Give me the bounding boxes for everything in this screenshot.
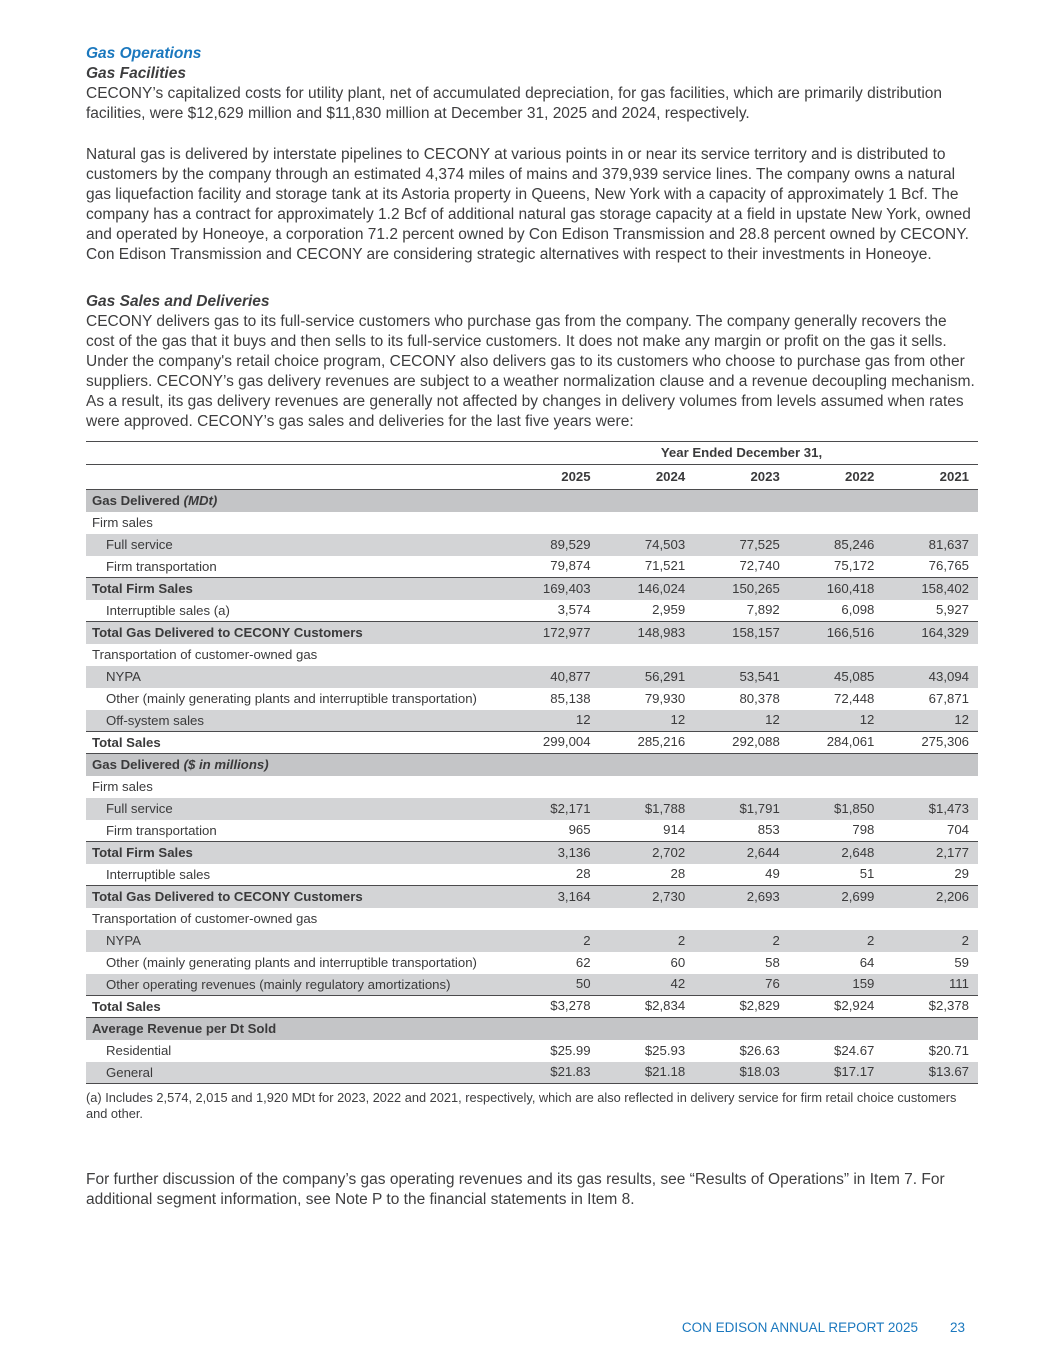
cell-value: 67,871 — [928, 690, 969, 706]
table-row-detail — [86, 556, 978, 578]
cell-value — [694, 490, 789, 512]
cell-value: $2,829 — [694, 996, 789, 1018]
row-label: Other operating revenues (mainly regulatory amortizations) — [106, 976, 451, 992]
cell-value: 12 — [859, 712, 875, 727]
cell-value: $21.83 — [550, 1064, 591, 1079]
cell-value: 285,216 — [600, 732, 695, 754]
cell-value — [883, 776, 978, 798]
cell-value: 2,206 — [883, 886, 978, 908]
row-label: Total Sales — [86, 996, 505, 1018]
paragraph-closing: For further discussion of the company’s gas operating revenues and its gas results, see “Results of Operations” in Item 7. For additional segment information, see Note P to the financial statements in Item 8. — [86, 1171, 945, 1208]
table-row-total — [86, 886, 978, 908]
cell-value: 12 — [954, 712, 969, 727]
row-label: Total Gas Delivered to CECONY Customers — [86, 886, 505, 908]
cell-value: $2,924 — [789, 996, 884, 1018]
cell-value: 2,644 — [694, 842, 789, 864]
cell-value: 169,403 — [505, 578, 600, 600]
cell-value: 6,098 — [841, 602, 875, 617]
cell-value — [600, 754, 695, 776]
cell-value: $2,834 — [600, 996, 695, 1018]
year-column-header: 2021 — [939, 469, 969, 484]
cell-value: 2,648 — [789, 842, 884, 864]
cell-value: 56,291 — [644, 668, 686, 684]
cell-value — [789, 776, 884, 798]
cell-value: 80,378 — [739, 690, 780, 706]
cell-value: 704 — [946, 822, 969, 837]
cell-value: 76 — [765, 976, 780, 991]
page-footer — [682, 1320, 965, 1335]
cell-value: 2 — [961, 932, 969, 948]
cell-value: 2,959 — [652, 602, 686, 617]
cell-value: 2,699 — [789, 886, 884, 908]
table-row-section — [86, 490, 978, 512]
table-row-group — [86, 776, 978, 798]
cell-value: $18.03 — [739, 1064, 780, 1079]
cell-value: 2 — [677, 932, 686, 948]
cell-value: $13.67 — [928, 1064, 969, 1079]
cell-value — [883, 754, 978, 776]
row-label: General — [106, 1064, 153, 1080]
cell-value: 12 — [670, 712, 686, 727]
cell-value: 3,164 — [505, 886, 600, 908]
cell-value: 2 — [583, 932, 591, 948]
row-label: NYPA — [106, 668, 141, 684]
table-row-detail — [86, 710, 978, 732]
cell-value: $25.99 — [550, 1042, 591, 1058]
cell-value: 7,892 — [746, 602, 780, 617]
table-row-detail — [86, 600, 978, 622]
cell-value: 85,246 — [834, 536, 875, 552]
cell-value: 2,693 — [694, 886, 789, 908]
cell-value: $1,850 — [834, 800, 875, 816]
cell-value: 965 — [568, 822, 591, 837]
table-row-detail — [86, 974, 978, 996]
cell-value: 58 — [765, 954, 780, 970]
section-title: Gas Operations — [86, 45, 202, 62]
row-label: Firm sales — [92, 514, 153, 530]
cell-value: 28 — [575, 866, 591, 881]
cell-value — [505, 644, 600, 666]
table-row-group — [86, 908, 978, 930]
paragraph-facilities-2: Natural gas is delivered by interstate pipelines to CECONY at various points in or near its service territory and is distributed to customers by the company through an estimated 4,374 miles of mains and 379,939 service lines. The company owns a natural gas liquefaction facility and storage tank at its Astoria property in Queens, New York with a capacity of approximately 1 Bcf. The company has a contract for approximately 1.2 Bcf of additional natural gas storage capacity at a field in upstate New York, owned and operated by Honeoye, a corporation 71.2 percent owned by Con Edison Transmission and 28.8 percent owned by CECONY. Con Edison Transmission and CECONY are considering strategic alternatives with respect to their investments in Honeoye. — [86, 146, 971, 263]
cell-value: $1,473 — [928, 800, 969, 816]
cell-value: 275,306 — [883, 732, 978, 754]
year-column-header: 2024 — [655, 469, 686, 484]
table-row-detail — [86, 798, 978, 820]
cell-value — [505, 1018, 600, 1040]
cell-value — [505, 490, 600, 512]
cell-value: $1,788 — [644, 800, 686, 816]
table-row-total — [86, 622, 978, 644]
table-span-header-row — [86, 442, 978, 465]
gas-sales-deliveries-table — [86, 441, 978, 1084]
cell-value: 2 — [772, 932, 780, 948]
empty-header-cell — [86, 442, 505, 465]
table-row-detail — [86, 1062, 978, 1084]
cell-value: 158,402 — [883, 578, 978, 600]
cell-value — [789, 908, 884, 930]
cell-value: 2,730 — [600, 886, 695, 908]
cell-value: 798 — [852, 822, 875, 837]
cell-value: 62 — [575, 954, 591, 970]
cell-value — [883, 490, 978, 512]
table-row-group — [86, 512, 978, 534]
cell-value — [694, 908, 789, 930]
cell-value: 85,138 — [550, 690, 591, 706]
cell-value — [600, 490, 695, 512]
cell-value: 51 — [859, 866, 875, 881]
cell-value: 3,574 — [557, 602, 591, 617]
cell-value: 43,094 — [928, 668, 969, 684]
cell-value — [789, 754, 884, 776]
table-row-detail — [86, 864, 978, 886]
footer-report-title: CON EDISON ANNUAL REPORT 2025 — [681, 1320, 918, 1335]
table-row-section — [86, 1018, 978, 1040]
row-label: Total Gas Delivered to CECONY Customers — [86, 622, 505, 644]
cell-value: 71,521 — [644, 558, 686, 573]
row-label: Total Firm Sales — [86, 578, 505, 600]
cell-value: 40,877 — [550, 668, 591, 684]
cell-value: 914 — [663, 822, 686, 837]
row-label: Other (mainly generating plants and interruptible transportation) — [106, 954, 477, 970]
cell-value — [789, 1018, 884, 1040]
cell-value: 75,172 — [834, 558, 875, 573]
table-years-row — [86, 465, 978, 490]
cell-value — [505, 754, 600, 776]
table-row-detail — [86, 930, 978, 952]
cell-value: 160,418 — [789, 578, 884, 600]
cell-value: 74,503 — [644, 536, 686, 552]
cell-value: $1,791 — [739, 800, 780, 816]
cell-value: 59 — [954, 954, 969, 970]
cell-value — [694, 754, 789, 776]
cell-value: 77,525 — [739, 536, 780, 552]
row-label: Off-system sales — [106, 712, 204, 728]
table-row-total — [86, 996, 978, 1018]
cell-value: 29 — [954, 866, 969, 881]
cell-value: 45,085 — [834, 668, 875, 684]
cell-value: 2,177 — [883, 842, 978, 864]
cell-value — [789, 512, 884, 534]
cell-value: 79,874 — [550, 558, 591, 573]
table-row-detail — [86, 534, 978, 556]
cell-value: 3,136 — [505, 842, 600, 864]
year-ended-header: Year Ended December 31, — [505, 442, 978, 465]
cell-value: 853 — [757, 822, 780, 837]
empty-header-cell — [86, 465, 505, 490]
table-row-group — [86, 644, 978, 666]
row-label: Full service — [106, 536, 173, 552]
cell-value — [505, 908, 600, 930]
row-label: Residential — [106, 1042, 172, 1058]
cell-value: 299,004 — [505, 732, 600, 754]
cell-value — [694, 512, 789, 534]
cell-value: 64 — [859, 954, 875, 970]
cell-value — [505, 776, 600, 798]
row-label: Interruptible sales (a) — [106, 602, 230, 618]
cell-value — [694, 776, 789, 798]
table-row-detail — [86, 952, 978, 974]
cell-value: 164,329 — [883, 622, 978, 644]
table-row-total — [86, 578, 978, 600]
footer-page-number: 23 — [949, 1320, 965, 1335]
cell-value — [600, 512, 695, 534]
cell-value: 76,765 — [928, 558, 969, 573]
cell-value: 159 — [852, 976, 875, 991]
table-row-detail — [86, 1040, 978, 1062]
table-row-detail — [86, 666, 978, 688]
heading-gas-sales: Gas Sales and Deliveries — [86, 293, 270, 310]
paragraph-sales-1: CECONY delivers gas to its full-service customers who purchase gas from the company. The company generally recovers the cost of the gas that it buys and then sells to its full-service customers. It does not make any margin or profit on the gas it sells. Under the company's retail choice program, CECONY also delivers gas to its customers who choose to purchase gas from other suppliers. CECONY’s gas delivery revenues are subject to a weather normalization clause and a revenue decoupling mechanism. As a result, its gas delivery revenues are generally not affected by changes in delivery volumes from levels assumed when rates were approved. CECONY’s gas sales and deliveries for the last five years were: — [86, 313, 975, 430]
cell-value — [789, 490, 884, 512]
cell-value: $2,171 — [550, 800, 591, 816]
cell-value — [883, 1018, 978, 1040]
cell-value: 12 — [765, 712, 780, 727]
cell-value: 148,983 — [600, 622, 695, 644]
cell-value: 12 — [575, 712, 591, 727]
paragraph-facilities-1: CECONY’s capitalized costs for utility plant, net of accumulated depreciation, for gas facilities, which are primarily distribution facilities, were $12,629 million and $11,830 million at December 31, 2025 and 2024, respectively. — [86, 85, 943, 122]
cell-value: $3,278 — [505, 996, 600, 1018]
row-label: Gas Delivered ($ in millions) — [86, 754, 505, 776]
row-label: Total Sales — [86, 732, 505, 754]
cell-value: 28 — [670, 866, 686, 881]
cell-value — [883, 644, 978, 666]
table-row-total — [86, 842, 978, 864]
cell-value: $20.71 — [928, 1042, 969, 1058]
cell-value: 150,265 — [694, 578, 789, 600]
cell-value: $2,378 — [883, 996, 978, 1018]
cell-value: 50 — [575, 976, 591, 991]
cell-value: 146,024 — [600, 578, 695, 600]
table-row-total — [86, 732, 978, 754]
row-label: Firm transportation — [106, 558, 217, 574]
year-column-header: 2023 — [750, 469, 780, 484]
cell-value: 158,157 — [694, 622, 789, 644]
cell-value — [883, 908, 978, 930]
cell-value: 5,927 — [935, 602, 969, 617]
cell-value: 42 — [670, 976, 686, 991]
cell-value: 111 — [948, 976, 969, 991]
heading-gas-facilities: Gas Facilities — [86, 65, 186, 82]
cell-value — [694, 1018, 789, 1040]
cell-value: 72,448 — [834, 690, 875, 706]
cell-value: 292,088 — [694, 732, 789, 754]
cell-value — [600, 908, 695, 930]
cell-value: 172,977 — [505, 622, 600, 644]
table-row-detail — [86, 820, 978, 842]
row-label: Other (mainly generating plants and interruptible transportation) — [106, 690, 477, 706]
cell-value: 49 — [765, 866, 780, 881]
cell-value: $25.93 — [644, 1042, 686, 1058]
row-label: Transportation of customer-owned gas — [92, 910, 318, 926]
cell-value: 79,930 — [644, 690, 686, 706]
cell-value: 166,516 — [789, 622, 884, 644]
cell-value: 72,740 — [739, 558, 780, 573]
cell-value — [789, 644, 884, 666]
cell-value — [883, 512, 978, 534]
cell-value: $17.17 — [834, 1064, 875, 1079]
year-column-header: 2025 — [561, 469, 591, 484]
cell-value: $21.18 — [644, 1064, 686, 1079]
row-label: Transportation of customer-owned gas — [92, 646, 318, 662]
row-label: Average Revenue per Dt Sold — [86, 1018, 505, 1040]
cell-value — [600, 644, 695, 666]
cell-value — [505, 512, 600, 534]
table-footnote: (a) Includes 2,574, 2,015 and 1,920 MDt for 2023, 2022 and 2021, respectively, which are also reflected in delivery service for firm retail choice customers and other. — [86, 1090, 957, 1121]
row-label: Interruptible sales — [106, 866, 211, 882]
row-label: Full service — [106, 800, 173, 816]
table-row-section — [86, 754, 978, 776]
cell-value: 53,541 — [739, 668, 780, 684]
table-row-detail — [86, 688, 978, 710]
cell-value: $24.67 — [834, 1042, 875, 1058]
row-label: Firm transportation — [106, 822, 217, 838]
cell-value: 2,702 — [600, 842, 695, 864]
cell-value: 284,061 — [789, 732, 884, 754]
cell-value — [600, 776, 695, 798]
row-label: Firm sales — [92, 778, 153, 794]
cell-value: 2 — [867, 932, 875, 948]
cell-value: 81,637 — [928, 536, 969, 552]
row-label: Gas Delivered (MDt) — [86, 490, 505, 512]
cell-value: 60 — [670, 954, 686, 970]
cell-value: 89,529 — [550, 536, 591, 552]
row-label: Total Firm Sales — [86, 842, 505, 864]
cell-value — [600, 1018, 695, 1040]
cell-value: $26.63 — [739, 1042, 780, 1058]
year-column-header: 2022 — [845, 469, 875, 484]
cell-value — [694, 644, 789, 666]
row-label: NYPA — [106, 932, 141, 948]
